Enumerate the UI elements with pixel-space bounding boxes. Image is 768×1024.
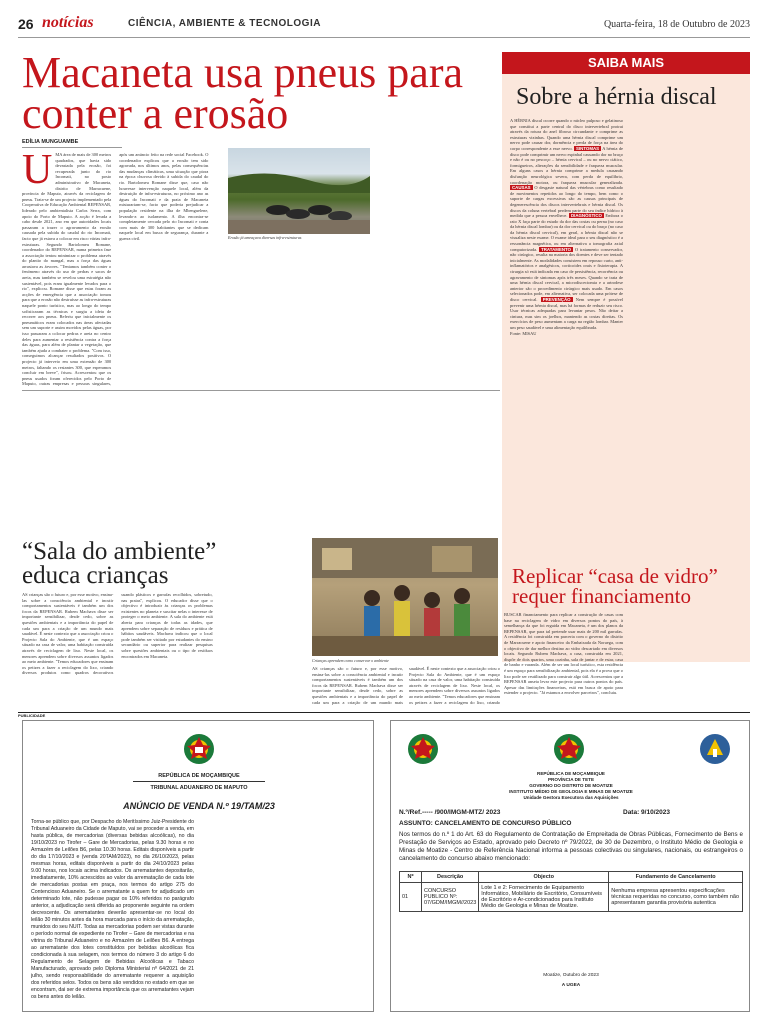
replicar-body [504,612,750,710]
ad-right-footer-place: Moatize, Outubro de 2023 [543,973,599,978]
byline: EDÍLIA MUNGUAMBE [22,139,79,145]
ad-left-rule [133,781,265,782]
table-header: Descrição [422,872,479,883]
institute-logo-icon [697,729,733,774]
replicar-headline: Replicar “casa de vidro” requer financiamento [512,564,718,608]
table-cell: CONCURSO PUBLICO Nº: 07/GDM/IMGM//2023 [422,883,479,912]
table-cell: Lote 1 e 2: Fornecimento de Equipamento Informático, Mobiliário de Escritório, Consumíveis de Escritório e Ar-condicionados para Instituto Médio de Geologia e Minas de Moatize. [479,883,609,912]
ad-moatize [390,720,750,1012]
ad-left-text: Torna-se público que, por Despacho do Meritíssimo Juiz-Presidente do Tribunal Aduaneiro da Cidade de Maputo, vai se proceder a venda, em hasta pública, de mercadorias (diversas bebidas alcoólicas), no dia 19/10/2023 no Tirofer – Gare de Mercadorias, pelas 9.30 horas e no Armazém de Leilões B6, pelas 10.30 horas. Editais disponíveis a partir do dia 17/10/2023 e (venda 20TAM/2023), no dia 26/10/2023, pelas mesmas horas, editais disponíveis a partir do dia 24/10/2023 pelas 9.00 horas, nos locais acima indicados. Os arrematantes depositarão, imediatamente, 10% acrescidos ao valor da arrematação de cada lote de mercadorias postas em praça, nos termos do artigo 275 do Contencioso Aduaneiro. Se o arrematante a quem for adjudicado um determinado lote, não pudesse pagar os 10% referidos no parágrafo anterior, a adjudicação será diferida ao proponente seguinte na ordem decrescente. Os arrematantes deverão apresentar-se no local do leilão 30 minutos antes da hora marcada para o início da arrematação, munidos do seu NUIT. Todas as mercadorias podem ser vistas durante o período normal de expediente no Tirofer – Gare de mercadorias e na vitrina do Tribunal Aduaneiro e no Armazém de Leilões B6. A entrega ao arrematante dos lotes constituídos por bebidas alcoólicas fica condicionada à sua selagem, nos termos do número 3 do artigo 6 do Regulamento de Selagem de Bebidas Alcoólicas e Tabaco Manufacturado, aprovado pelo Diploma Ministerial nº 64/2021 de 21 julho, sendo responsabilidade do arrematante requerer a aquisição dos referidos selos. Todos os bens são vendidos no estado em que se encontram, dai ser de extrema importância que os arrematantes vejam os bens antes do leilão. [31,819,194,1000]
ad-left-tribunal: TRIBUNAL ADUANEIRO DE MAPUTO [150,785,248,791]
ad-right-footer-sign: A UGEA [561,983,581,988]
page-number: 26 [18,16,34,32]
sala-text-cont: AS crianças são o futuro e, por esse motivo, ensina-las sobre a consciência ambiental e incutir comportamentos sustentáveis é também um dos focos da REPENSAR. Rubem Machava disse ser importante sensibilizar, desde cedo, sobre as questões ambientais e a importância do papel de cada um para a criação de um mundo mais saudável. É neste contexto que a associação criou o Projecto Sala do Ambiente, que é um espaço situado na casa de valor, uma habitação construída através de reciclagem de lixo. Neste local, os menores aprendem sobre diversos assuntos ligados ao meio ambiente. "Temos educadores que ensinam os petizes a fazer a reciclagem do lixo, criando [312,666,500,705]
dunas-top-rule [22,390,500,391]
hernia-intro: A HÉRNIA discal ocorre quando o núcleo pulposo e gelatinoso que constitui a parte central do disco intervertebral protrai através da rotura do anel fibroso circundante e comprime as estruturas vizinhas. Quando uma hérnia discal comprime um nervo pode causar dor, dormência e perda de força na área do corpo correspondente a esse nervo. [510,118,623,151]
ad-right-gov: GOVERNO DO DISTRITO DE MOATIZE [529,783,613,788]
sala-headline: “Sala do ambiente” educa crianças [22,538,217,589]
sala-continuation [312,666,500,706]
diagnostico-text: Embora o raio X faça parte do estudo da dor das costas ou perna (no caso da hérnia discal lombar) ou da dor cervical ou do braço (no caso da hérnia discal cervical), em geral, a hérnia discal não se visualiza neste exame. O exame ideal para o seu diagnóstico é a ressonância magnética, ou em alternativa a tomografia axial computorizada. [510,213,623,252]
ads-rule [18,712,750,713]
table-row [400,883,743,912]
erosion-photo-caption: Erosão já ameaçava diversas infra-estruturas [228,235,302,240]
saiba-mais-banner: SAIBA MAIS [502,52,750,74]
tratamento-text-2: Quando se trata de uma hérnia discal cervical, a microdiscectomia e a artrodese anterior são o procedimento cirúrgico mais usado. Em casos selecionados pode, em alternativa, ser colocada uma prótese de disco cervical. [510,274,623,302]
page-header [18,12,750,38]
ad-left-title: ANÚNCIO DE VENDA N.º 19/TAM/23 [123,801,275,811]
ad-left-body [31,819,367,1007]
ad-left-republic: REPÚBLICA DE MOÇAMBIQUE [158,773,240,779]
sintomas-text: A hérnia de disco pode comprimir um nervo espinhal causando dor no braço e não é ou no pescoço – hérnia cervical – ou no nervo ciático, formigueiros, alterações da sensibilidade e fraqueza muscular. Em alguns casos a hérnia comprime a medula causando disfunção neurológica severa, com perda de equilíbrio, coordenação motora, ou fraqueza muscular generalizada. [510,145,623,185]
ad-tribunal [22,720,374,1012]
section-title: CIÊNCIA, AMBIENTE & TECNOLOGIA [128,18,321,29]
cancellation-table [399,871,743,912]
dunas-body [22,424,500,534]
table-header: Nº [400,872,422,883]
tratamento-label: TRATAMENTO [541,246,572,252]
mozambique-emblem-icon-left [405,729,441,774]
causas-label: CAUSAS [512,185,531,191]
prevencao-text: Nem sempre é possível prevenir uma hérnia discal, mas há formas de reduzir seu risco. Usar técnicas adequadas para levantar pesos. Não deitar a cintura, mas sim os joelhos, mantendo as costas direitas. Os exercícios de peso aumentam a carga na região lombar. Manter um peso saudável e uma alimentação equilibrada. [510,297,623,330]
children-photo-caption: Crianças aprendem como conservar o ambiente [312,658,389,663]
ad-right-date: Data: 9/10/2023 [623,809,670,816]
ad-right-province: PROVÍNCIA DE TETE [547,777,595,782]
table-header: Fundamento de Cancelamento [609,872,743,883]
ad-right-unit: Unidade Gestora Executora das Aquisições [523,795,619,800]
byline-rule [22,147,122,148]
ad-right-header [391,771,751,801]
mozambique-emblem-icon [181,729,217,774]
children-photo [312,538,498,656]
diagnostico-label: DIAGNÓSTICO [570,213,602,219]
table-cell: 01 [400,883,422,912]
causas-text: O desgaste natural das vértebras como resultado de movimentos repetidos ao longo do tempo, bem como o suporte de cargas excessivas são as causas principais de degenerescência dos discos intervertebrais e hérnia discal. Os discos da coluna vertebral perdem parte do seu índice hídrico à medida que a pessoa envelhece. [510,185,623,219]
ad-right-institute: INSTITUTO MÉDIO DE GEOLOGIA E MINAS DE MOATIZE [509,789,633,794]
saiba-source: Fonte: MISAU [510,330,537,336]
sintomas-label: SINTOMAS [576,145,600,151]
ad-right-body: Nos termos do n.º 1 do Art. 63 do Regulamento de Contratação de Empreitada de Obras Públicas, Fornecimento de Bens e Prestação de Serviços ao Estado, aprovado pelo Decreto nº 79/2022, de 30 de Dezembro, o Instituto Médio de Geologia e Minas de Moatize - Centro de Referência Nacional informa a pessoas colectivas ou singulares, nacionais, ou estrangeiros o cancelamento do concurso abaixo mencionado: [399,831,743,862]
sala-text: AS crianças são o futuro e, por esse motivo, ensina-las sobre a consciência ambiental e incutir comportamentos sustentáveis é também um dos focos da REPENSAR. Rubem Machava disse ser importante sensibilizar, desde cedo, sobre as questões ambientais e a importância do papel de cada um para a criação de um mundo mais saudável. É neste contexto que a associação criou o Projecto Sala do Ambiente, que é um espaço situado na casa de valor, uma habitação construída através de reciclagem de lixo. Neste local, os menores aprendem sobre diversos assuntos ligados ao meio ambiente. "Temos educadores que ensinam os petizes a fazer a reciclagem do lixo, criando diversos produtos como quadros decorativos usando plásticos e garrafas recolhidos, sobretudo, nas praias", explicou. O educador disse que o objectivo é introduzir às crianças os problemas existentes no planeta e suscitar nelas o interesse de proteger o meio ambiente. A sala do ambiente está aberta para crianças de todas as idades, que aprendem sobre separação de resíduos e prática de hábitos saudáveis. Machava indicou que o local pode também ser visitado por estudantes do ensino secundário ou superior para realizar pesquisas sobre questões ambientais ou o tipo de resíduos encontrados em Macaneta. [22,592,213,676]
ad-right-republic: REPÚBLICA DE MOÇAMBIQUE [537,771,605,776]
table-header-row [400,872,743,883]
table-header: Objecto [479,872,609,883]
publicidade-label: PUBLICIDADE [18,713,46,718]
mozambique-emblem-icon-center [551,729,587,774]
tratamento-text: O tratamento conservador, não cirúrgico, resulta na maioria dos doentes e deve ser tentado inicialmente. As modalidades consistem em repouso curto, anti-inflamatórios e analgésicos, corticoides orais e fisioterapia. A cirurgia só está indicada em caso de persistência, recorrência ou agravamento de sintomas após três meses. [510,246,623,280]
replicar-text: BUSCAR financiamento para replicar a construção de casas com base na reciclagem de vidro em diversos pontos do país, à semelhança da que foi erguida em Macaneta, é um dos planos da REPENSAR, que para tal pretende usar mais de 200 mil garrafas. A residência foi construída em parceria com o governo do distrito de Marracuene e apoio financeiro da Embaixada da Noruega, com o objectivo de dar melhor destino ao vidro descartado em diversos locais. Segundo Rubem Machava, a casa, construída em 2021, dispõe de dois quartos, uma cozinha, sala de jantar e de estar, casa de banho e varanda. Além de ser um local turístico, esta residência é um espaço para sensibilização ambiental, pois ela é a prova que o lixo pode ser reutilizado para construir algo útil. Acrescentou que a REPENSAR anseia levar este projecto para outros pontos do país. Apesar das limitações financeiras, está em busca de apoio para estender o projecto. "Já estamos a envolver parceiros", concluiu. [504,612,623,696]
prevencao-label: PREVENÇÃO [542,297,571,302]
ad-right-ref: N.º/Ref.----- /900/IMGM-MTZ/ 2023 [399,809,501,816]
sala-body [22,592,312,678]
main-article-text: MA área de mais de 300 metros quadrados, que havia sido devastada pela erosão, foi recuperada junto do rio Incomati, no posto administrativo de Macaneta, distrito de Marracuene, província de Maputo, através da reciclagem de pneus. Trata-se de um projecto implementado pela Cooperativa de Educação Ambiental REPENSAR, liderado pelo ambientalista Carlos Serra, com apoio do Porto de Maputo. A acção é levada a cabo desde 2021, ano em que autoridades locais passaram a trazer o agravamento da erosão causada pela subida do caudal do rio Incomati, facto que já estava a colocar em risco várias infra-estruturas. Segundo Bartolomeu Romane, coordenador do REPENSAR, numa primeira fase a associação tentou minimizar o problema através do plantio do mangal, mas a força das águas arrastava as árvores. "Tentamos também conter o fenómeno através do uso de pedras e sacos de areia, mas também se revelou uma estratégia não sustentável, pois eram igualmente levados para o rio", explicou. Romane disse que estas foram as acções de emergência que a associação tomou para que a erosão não destruísse as infra-estruturas naquele ponto turístico, mas ao longo do tempo sofisticaram as técnicas e surgiu a ideia de recorrer aos pneus. Referiu que inicialmente os pneumáticos eram colocados nas áreas afectadas sem um suporte e assim movidos pelas águas, por isso passaram a colocar pedras e areia no centro deles para aumentar a resistência contra a força das águas, para além de plantar a vegetação, que também ajuda a combater o problema. "Com isso, conseguimos alcançar resultados positivos. O projecto já interveio em uma extensão de 300 metros, faltando os restantes 300, que esperamos concluir em breve", frisou. Acrescentou que os pneus usados foram oferecidos pelo Porto de Maputo, outras empresas e pessoas singulares, após um anúncio feito na rede social Facebook. O coordenador explicou que a erosão tem sido agravada, nos últimos anos, pelas consequências das mudanças climáticas, uma situação que piora na época chuvosa devido à subida do caudal do rio. Bartolomeu Romane disse que, caso não houvesse intervenção naquele local, além da destruição de infra-estruturas, no próximo ano as águas do Incomati e da praia de Macaneta misturariam-se, facto que poderia prejudicar a população residente na ilha de Mbenguelene, levando-a ao isolamento. A ilha encontra-se completamente cercada pelo rio Incomati e conta com mais de 300 habitantes que se dedicam naquele local em busca de segurança, durante a guerra civil. [22,152,209,387]
saiba-mais-title: Sobre a hérnia discal [516,84,717,110]
erosion-photo [228,148,370,234]
dropcap: U [22,152,53,193]
table-cell: Nenhuma empresa apresentou especificações técnicas requeridas no concurso, como também não apresentaram garantia provisória autentica [609,883,743,912]
ad-right-subject: ASSUNTO: CANCELAMENTO DE CONCURSO PÚBLICO [399,820,572,827]
header-date: Quarta-feira, 18 de Outubro de 2023 [603,19,750,30]
main-headline: Macaneta usa pneus para conter a erosão [22,48,464,138]
brand-logo: notícias [42,14,94,31]
